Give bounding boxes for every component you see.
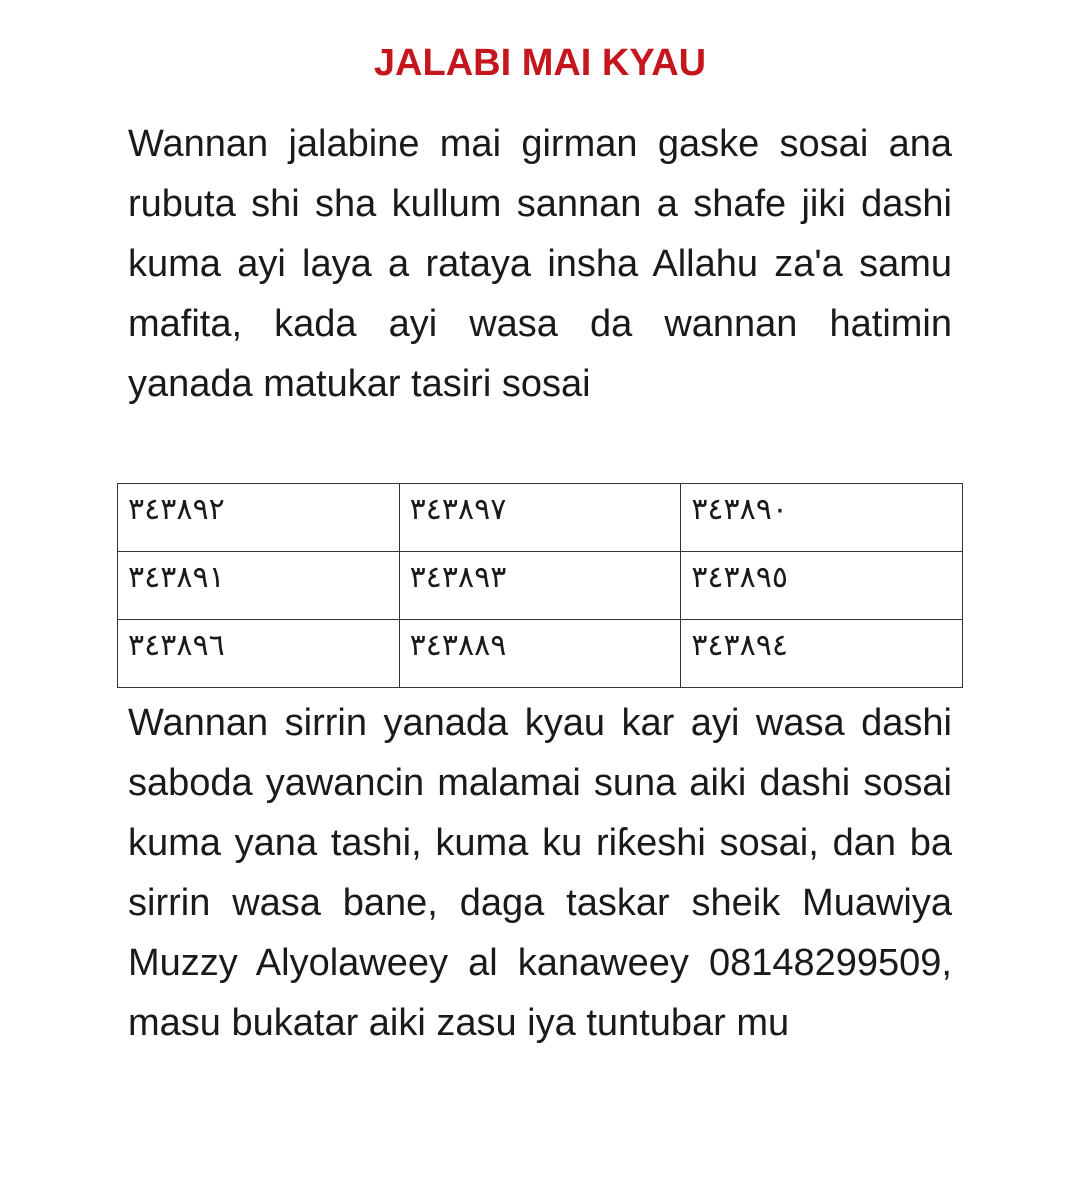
table-row bbox=[118, 552, 963, 620]
table-cell: ٣٤٣٨٨٩ bbox=[399, 620, 681, 688]
table-cell: ٣٤٣٨٩٦ bbox=[118, 620, 400, 688]
table-cell: ٣٤٣٨٩٤ bbox=[681, 620, 963, 688]
table-cell: ٣٤٣٨٩١ bbox=[118, 552, 400, 620]
table-cell: ٣٤٣٨٩٣ bbox=[399, 552, 681, 620]
table-row bbox=[118, 620, 963, 688]
document-title: JALABI MAI KYAU bbox=[373, 42, 707, 84]
table-cell: ٣٤٣٨٩٧ bbox=[399, 484, 681, 552]
closing-paragraph: Wannan sirrin yanada kyau kar ayi wasa dashi saboda yawancin malamai suna aiki dashi sosai kuma yana tashi, kuma ku riƙeshi sosai, dan ba sirrin wasa bane, daga taskar sheik Muawiya Muzzy Alyolaweey al kanaweey 08148299509, masu bukatar aiki zasu iya tuntubar mu bbox=[128, 702, 952, 1044]
number-table bbox=[117, 483, 963, 688]
table-cell: ٣٤٣٨٩٥ bbox=[681, 552, 963, 620]
table-cell: ٣٤٣٨٩٠ bbox=[681, 484, 963, 552]
intro-paragraph: Wannan jalabine mai girman gaske sosai ana rubuta shi sha kullum sannan a shafe jiki dashi kuma ayi laya a rataya insha Allahu za'a samu mafita, kada ayi wasa da wannan hatimin yanada matukar tasiri sosai bbox=[128, 123, 952, 405]
table-row bbox=[118, 484, 963, 552]
table-cell: ٣٤٣٨٩٢ bbox=[118, 484, 400, 552]
